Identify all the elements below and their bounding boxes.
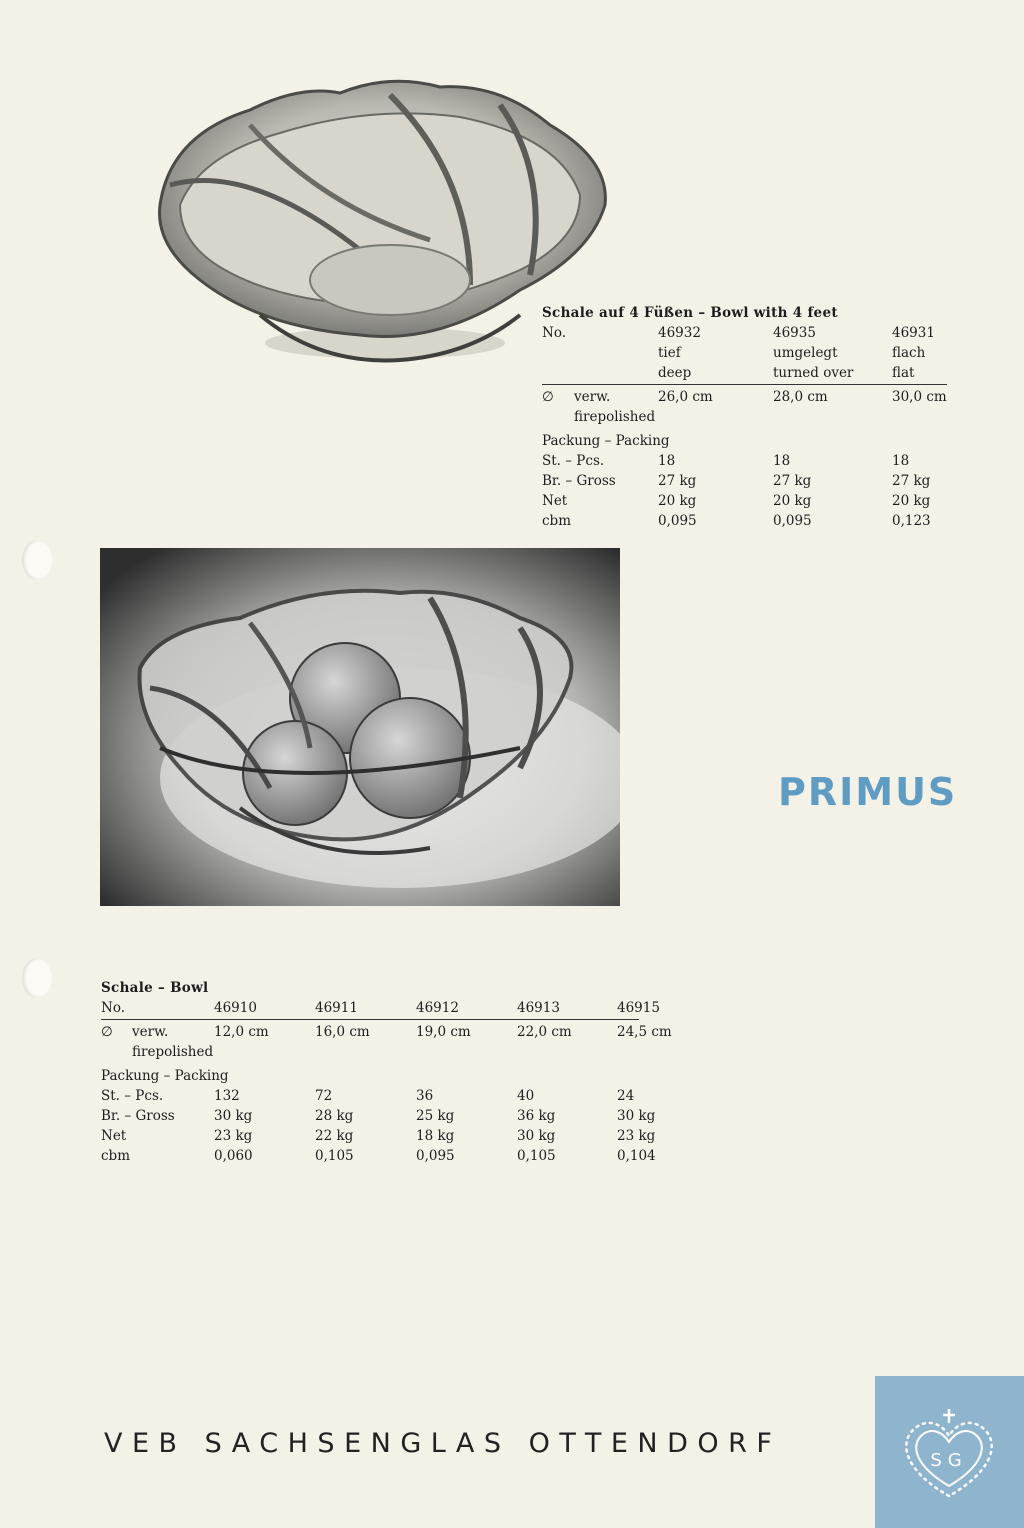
article-no: 46915 (617, 1000, 660, 1016)
variant-en: deep (658, 365, 692, 381)
variant-en: turned over (773, 365, 854, 381)
cbm-label: cbm (101, 1148, 131, 1164)
article-no: 46911 (315, 1000, 358, 1016)
gross-value: 30 kg (214, 1108, 253, 1124)
cbm-value: 0,123 (892, 513, 931, 529)
net-value: 30 kg (517, 1128, 556, 1144)
pcs-value: 18 (892, 453, 910, 469)
gross-value: 28 kg (315, 1108, 354, 1124)
pcs-value: 24 (617, 1088, 635, 1104)
net-value: 22 kg (315, 1128, 354, 1144)
spec-table-feet-bowl (542, 303, 952, 531)
firepolished-label: firepolished (132, 1044, 214, 1060)
diameter-value: 19,0 cm (416, 1024, 471, 1040)
header-no: No. (101, 1000, 125, 1016)
variant-de: tief (658, 345, 681, 361)
diameter-symbol: ∅ (542, 389, 554, 405)
diameter-value: 12,0 cm (214, 1024, 269, 1040)
net-value: 20 kg (892, 493, 931, 509)
firepolished-label: firepolished (574, 409, 656, 425)
company-name: VEB SACHSENGLAS OTTENDORF (104, 1428, 782, 1459)
variant-en: flat (892, 365, 915, 381)
diameter-symbol: ∅ (101, 1024, 113, 1040)
divider (542, 384, 947, 385)
packing-label: Packung – Packing (101, 1068, 229, 1084)
bowl-photo-oranges (100, 548, 620, 906)
article-no: 46935 (773, 325, 816, 341)
cbm-value: 0,105 (315, 1148, 354, 1164)
gross-value: 27 kg (773, 473, 812, 489)
pcs-label: St. – Pcs. (101, 1088, 164, 1104)
cbm-value: 0,104 (617, 1148, 656, 1164)
gross-value: 27 kg (658, 473, 697, 489)
diameter-label: verw. (132, 1024, 169, 1040)
divider (101, 1019, 639, 1020)
diameter-label: verw. (574, 389, 611, 405)
gross-value: 30 kg (617, 1108, 656, 1124)
gross-value: 25 kg (416, 1108, 455, 1124)
net-value: 18 kg (416, 1128, 455, 1144)
article-no: 46913 (517, 1000, 560, 1016)
gross-value: 36 kg (517, 1108, 556, 1124)
spec-table-bowl (101, 978, 671, 1166)
diameter-value: 30,0 cm (892, 389, 947, 405)
pcs-label: St. – Pcs. (542, 453, 605, 469)
cbm-value: 0,105 (517, 1148, 556, 1164)
cbm-value: 0,095 (658, 513, 697, 529)
sachsenglas-logo (875, 1376, 1024, 1528)
article-no: 46912 (416, 1000, 459, 1016)
logo-monogram: SG (930, 1450, 968, 1471)
punch-hole (22, 540, 52, 580)
pcs-value: 72 (315, 1088, 333, 1104)
pcs-value: 18 (658, 453, 676, 469)
diameter-value: 24,5 cm (617, 1024, 672, 1040)
net-value: 23 kg (214, 1128, 253, 1144)
punch-hole (22, 958, 52, 998)
header-no: No. (542, 325, 566, 341)
pcs-value: 132 (214, 1088, 240, 1104)
net-label: Net (542, 493, 568, 509)
article-no: 46931 (892, 325, 935, 341)
packing-label: Packung – Packing (542, 433, 670, 449)
net-value: 20 kg (773, 493, 812, 509)
cbm-value: 0,095 (416, 1148, 455, 1164)
net-label: Net (101, 1128, 127, 1144)
series-name: PRIMUS (778, 770, 958, 814)
cbm-value: 0,095 (773, 513, 812, 529)
article-no: 46932 (658, 325, 701, 341)
variant-de: flach (892, 345, 926, 361)
diameter-value: 16,0 cm (315, 1024, 370, 1040)
diameter-value: 22,0 cm (517, 1024, 572, 1040)
gross-label: Br. – Gross (542, 473, 616, 489)
gross-label: Br. – Gross (101, 1108, 175, 1124)
pcs-value: 18 (773, 453, 791, 469)
spec-title: Schale – Bowl (101, 980, 209, 996)
net-value: 20 kg (658, 493, 697, 509)
spec-title: Schale auf 4 Füßen – Bowl with 4 feet (542, 305, 838, 321)
pcs-value: 36 (416, 1088, 434, 1104)
gross-value: 27 kg (892, 473, 931, 489)
diameter-value: 28,0 cm (773, 389, 828, 405)
cbm-label: cbm (542, 513, 572, 529)
cbm-value: 0,060 (214, 1148, 253, 1164)
pcs-value: 40 (517, 1088, 535, 1104)
net-value: 23 kg (617, 1128, 656, 1144)
article-no: 46910 (214, 1000, 257, 1016)
variant-de: umgelegt (773, 345, 838, 361)
diameter-value: 26,0 cm (658, 389, 713, 405)
